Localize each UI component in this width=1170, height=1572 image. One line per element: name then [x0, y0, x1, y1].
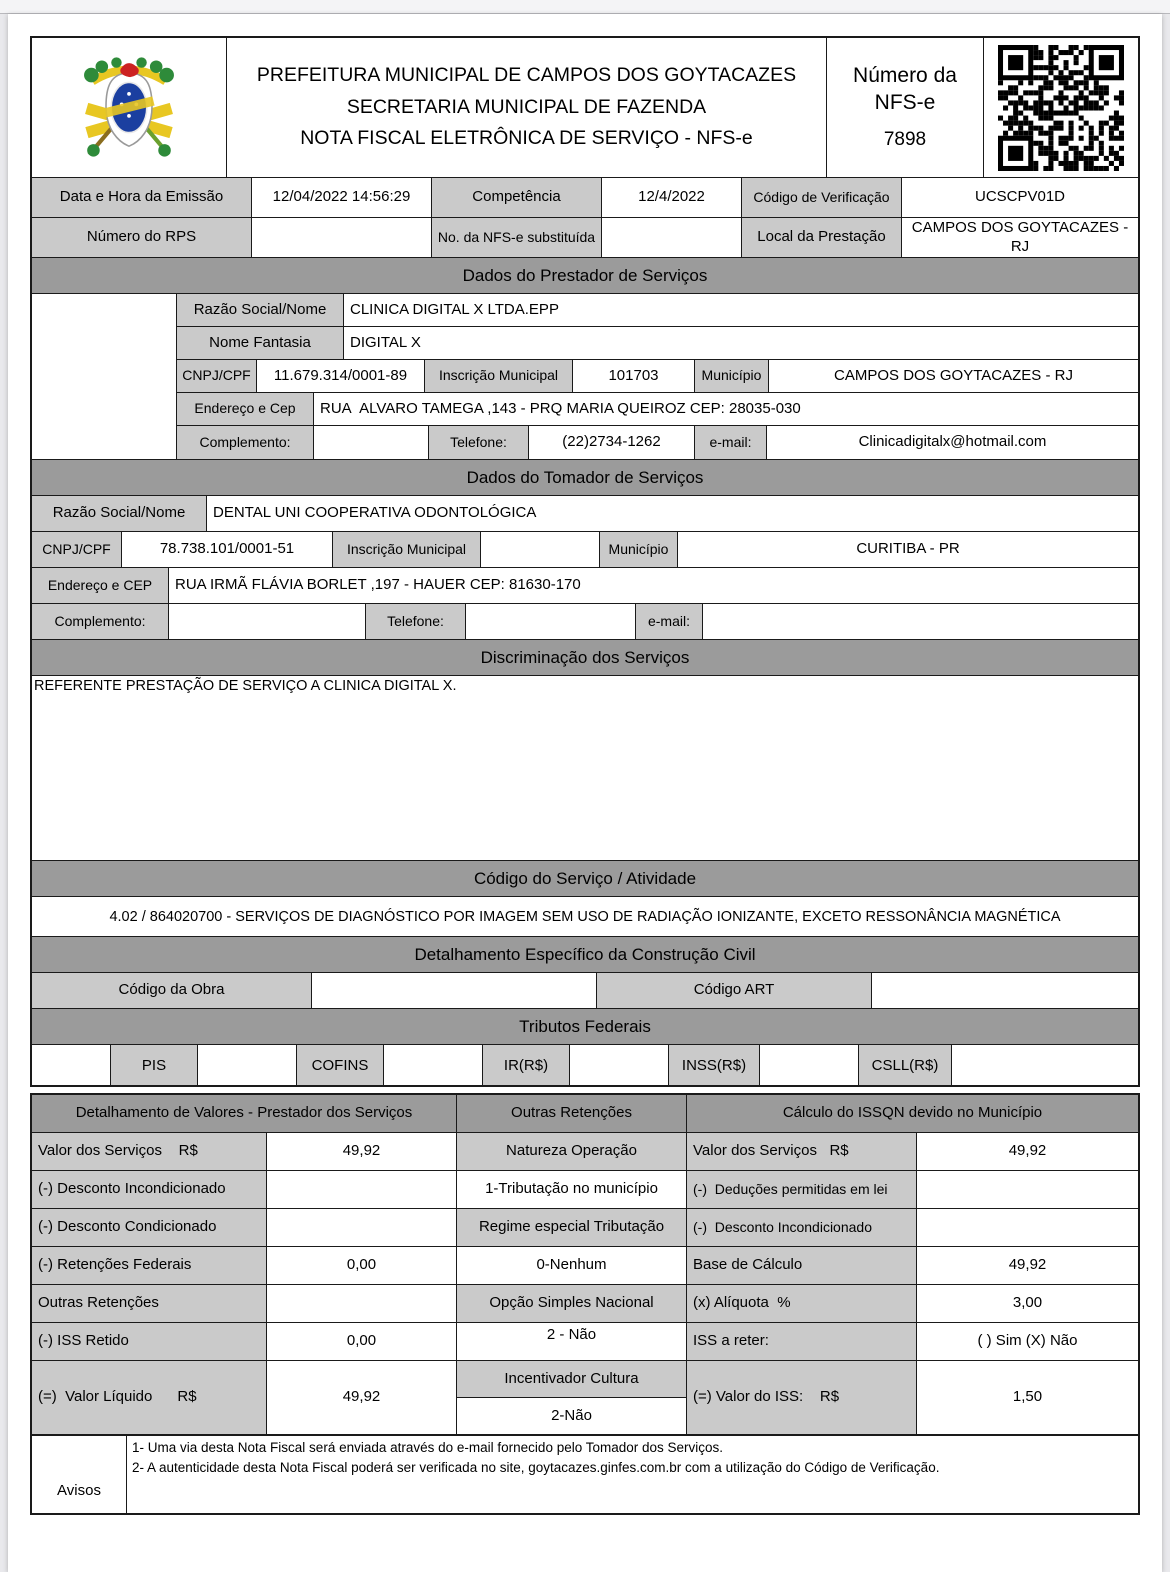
tributos-row: [32, 1045, 1138, 1085]
qr-code: [998, 45, 1124, 171]
prestador-telefone-value: (22)2734-1262: [529, 426, 695, 459]
qr-code-cell: [984, 38, 1138, 177]
prestador-endereco-row: [177, 393, 1138, 426]
incentivador-cultura-cell: [457, 1361, 687, 1434]
iss-a-reter-label: ISS a reter:: [687, 1323, 917, 1360]
base-calculo-value: 49,92: [917, 1247, 1138, 1284]
prestador-email-label: e-mail:: [695, 426, 767, 459]
prestador-fantasia-label: Nome Fantasia: [177, 327, 344, 359]
tomador-endereco-value: RUA IRMÃ FLÁVIA BORLET ,197 - HAUER CEP: 81630-170: [169, 568, 1138, 603]
iss-a-reter-value: ( ) Sim (X) Não: [917, 1323, 1138, 1360]
codigo-obra-value: [312, 973, 597, 1008]
valores-row-1: [32, 1133, 1138, 1171]
tomador-complemento-value: [169, 604, 366, 639]
coat-of-arms-logo: [32, 38, 227, 177]
viewer-top-strip: [0, 0, 1170, 14]
prestador-endereco-label: Endereço e Cep: [177, 393, 314, 425]
tomador-razao-row: [32, 496, 1138, 532]
prestador-block: [32, 294, 1138, 460]
local-prestacao-label: Local da Prestação: [742, 218, 902, 257]
codigo-obra-label: Código da Obra: [32, 973, 312, 1008]
retencoes-federais-value: 0,00: [267, 1247, 457, 1284]
nfse-number-value: 7898: [883, 129, 927, 151]
desconto-incondicionado-label: (-) Desconto Incondicionado: [32, 1171, 267, 1208]
valores-header-row: [32, 1095, 1138, 1133]
iss-retido-label: (-) ISS Retido: [32, 1323, 267, 1360]
avisos-line-1: 1- Uma via desta Nota Fiscal será enviada através do e-mail fornecido pelo Tomador dos Serviços.: [132, 1440, 724, 1455]
incentivador-cultura-label: Incentivador Cultura: [457, 1361, 686, 1398]
pis-label: PIS: [110, 1045, 198, 1085]
tomador-municipio-label: Município: [600, 532, 678, 567]
tomador-razao-value: DENTAL UNI COOPERATIVA ODONTOLÓGICA: [207, 496, 1138, 531]
col-prestador-title: Detalhamento de Valores - Prestador dos Serviços: [32, 1095, 457, 1132]
tomador-municipio-value: CURITIBA - PR: [678, 532, 1138, 567]
base-calculo-label: Base de Cálculo: [687, 1247, 917, 1284]
prestador-inscricao-label: Inscrição Municipal: [425, 360, 573, 392]
competencia-label: Competência: [432, 178, 602, 217]
prestador-endereco-value: RUA ALVARO TAMEGA ,143 - PRQ MARIA QUEIROZ CEP: 28035-030: [314, 393, 1138, 425]
prestador-cnpj-row: [177, 360, 1138, 393]
cofins-label: COFINS: [296, 1045, 384, 1085]
issqn-valor-servicos-value: 49,92: [917, 1133, 1138, 1170]
tomador-telefone-label: Telefone:: [366, 604, 466, 639]
prestador-fantasia-row: [177, 327, 1138, 360]
valores-row-6: [32, 1323, 1138, 1361]
emissao-label: Data e Hora da Emissão: [32, 178, 252, 217]
prestador-razao-row: [177, 294, 1138, 327]
construcao-row: [32, 973, 1138, 1009]
verificacao-value: UCSCPV01D: [902, 178, 1138, 217]
tomador-inscricao-label: Inscrição Municipal: [333, 532, 481, 567]
prestador-email-value: Clinicadigitalx@hotmail.com: [767, 426, 1138, 459]
tomador-cnpj-label: CNPJ/CPF: [32, 532, 122, 567]
prestador-empty-cell: [32, 294, 177, 459]
desconto-condicionado-value: [267, 1209, 457, 1246]
discriminacao-section-header: Discriminação dos Serviços: [32, 640, 1138, 676]
invoice-page: [8, 14, 1162, 1572]
issqn-desconto-incondicionado-label: (-) Desconto Incondicionado: [687, 1209, 917, 1246]
opcao-simples-label: Opção Simples Nacional: [457, 1285, 687, 1322]
tomador-endereco-label: Endereço e CEP: [32, 568, 169, 603]
document-header: [32, 38, 1138, 178]
opcao-simples-value: 2 - Não: [457, 1323, 687, 1360]
prestador-section-header: Dados do Prestador de Serviços: [32, 258, 1138, 294]
retencoes-federais-label: (-) Retenções Federais: [32, 1247, 267, 1284]
incentivador-cultura-value: 2-Não: [457, 1398, 686, 1434]
nfse-document: [30, 36, 1140, 1087]
csll-label: CSLL(R$): [858, 1045, 952, 1085]
local-prestacao-value: CAMPOS DOS GOYTACAZES - RJ: [902, 218, 1138, 257]
col-outras-title: Outras Retenções: [457, 1095, 687, 1132]
prestador-telefone-label: Telefone:: [429, 426, 529, 459]
prestador-fantasia-value: DIGITAL X: [344, 327, 1138, 359]
inss-label: INSS(R$): [668, 1045, 760, 1085]
substituida-label: No. da NFS-e substituída: [432, 218, 602, 257]
tomador-inscricao-value: [481, 532, 600, 567]
prestador-municipio-value: CAMPOS DOS GOYTACAZES - RJ: [769, 360, 1138, 392]
desconto-incondicionado-value: [267, 1171, 457, 1208]
issqn-desconto-incondicionado-value: [917, 1209, 1138, 1246]
tomador-cnpj-row: [32, 532, 1138, 568]
prestador-complemento-value: [314, 426, 429, 459]
valores-row-7: [32, 1361, 1138, 1435]
issuer-title-block: [227, 38, 827, 177]
nfse-number-block: [827, 38, 984, 177]
outras-retencoes-value: [267, 1285, 457, 1322]
valor-liquido-label: (=) Valor Líquido R$: [32, 1361, 267, 1434]
valor-servicos-value: 49,92: [267, 1133, 457, 1170]
issuer-line-secretaria: SECRETARIA MUNICIPAL DE FAZENDA: [346, 95, 707, 118]
prestador-razao-value: CLINICA DIGITAL X LTDA.EPP: [344, 294, 1138, 326]
emissao-value: 12/04/2022 14:56:29: [252, 178, 432, 217]
tomador-email-label: e-mail:: [636, 604, 703, 639]
valor-servicos-label: Valor dos Serviços R$: [32, 1133, 267, 1170]
codigo-art-label: Código ART: [597, 973, 872, 1008]
prestador-complemento-label: Complemento:: [177, 426, 314, 459]
desconto-condicionado-label: (-) Desconto Condicionado: [32, 1209, 267, 1246]
construcao-section-header: Detalhamento Específico da Construção Civil: [32, 937, 1138, 973]
rps-label: Número do RPS: [32, 218, 252, 257]
outras-retencoes-label: Outras Retenções: [32, 1285, 267, 1322]
natureza-operacao-label: Natureza Operação: [457, 1133, 687, 1170]
valores-table: [30, 1093, 1140, 1515]
inss-value: [760, 1045, 858, 1085]
valores-row-2: [32, 1171, 1138, 1209]
prestador-razao-label: Razão Social/Nome: [177, 294, 344, 326]
prestador-cnpj-value: 11.679.314/0001-89: [257, 360, 425, 392]
issqn-valor-servicos-label: Valor dos Serviços R$: [687, 1133, 917, 1170]
competencia-value: 12/4/2022: [602, 178, 742, 217]
tomador-cnpj-value: 78.738.101/0001-51: [122, 532, 333, 567]
issuer-line-nota-fiscal: NOTA FISCAL ELETRÔNICA DE SERVIÇO - NFS-e: [300, 127, 753, 150]
prestador-cnpj-label: CNPJ/CPF: [177, 360, 257, 392]
cofins-value: [384, 1045, 482, 1085]
codigo-servico-section-header: Código do Serviço / Atividade: [32, 861, 1138, 897]
tomador-telefone-value: [466, 604, 636, 639]
csll-value: [952, 1045, 1138, 1085]
substituida-value: [602, 218, 742, 257]
tomador-razao-label: Razão Social/Nome: [32, 496, 207, 531]
avisos-line-2: 2- A autenticidade desta Nota Fiscal poderá ser verificada no site, goytacazes.ginfes.com.br com a utilização do Código de Verificação.: [132, 1460, 940, 1476]
tomador-section-header: Dados do Tomador de Serviços: [32, 460, 1138, 496]
info-row-2: [32, 218, 1138, 258]
ir-label: IR(R$): [482, 1045, 570, 1085]
deducoes-label: (-) Deduções permitidas em lei: [687, 1171, 917, 1208]
nfse-number-label: Número da NFS-e: [853, 63, 957, 115]
verificacao-label: Código de Verificação: [742, 178, 902, 217]
tributos-section-header: Tributos Federais: [32, 1009, 1138, 1045]
regime-especial-value: 0-Nenhum: [457, 1247, 687, 1284]
avisos-block: [32, 1435, 1138, 1513]
discriminacao-text: REFERENTE PRESTAÇÃO DE SERVIÇO A CLINICA DIGITAL X.: [32, 676, 1138, 861]
deducoes-value: [917, 1171, 1138, 1208]
tributos-spacer: [32, 1045, 110, 1085]
rps-value: [252, 218, 432, 257]
valor-iss-value: 1,50: [917, 1361, 1138, 1434]
valor-iss-label: (=) Valor do ISS: R$: [687, 1361, 917, 1434]
tomador-email-value: [703, 604, 1138, 639]
aliquota-value: 3,00: [917, 1285, 1138, 1322]
tomador-complemento-row: [32, 604, 1138, 640]
col-issqn-title: Cálculo do ISSQN devido no Município: [687, 1095, 1138, 1132]
prestador-complemento-row: [177, 426, 1138, 459]
tomador-endereco-row: [32, 568, 1138, 604]
prestador-inscricao-value: 101703: [573, 360, 695, 392]
tomador-complemento-label: Complemento:: [32, 604, 169, 639]
info-row-1: [32, 178, 1138, 218]
avisos-label: Avisos: [32, 1436, 127, 1513]
avisos-body: [127, 1436, 1138, 1513]
valores-row-5: [32, 1285, 1138, 1323]
natureza-operacao-value: 1-Tributação no município: [457, 1171, 687, 1208]
regime-especial-label: Regime especial Tributação: [457, 1209, 687, 1246]
aliquota-label: (x) Alíquota %: [687, 1285, 917, 1322]
iss-retido-value: 0,00: [267, 1323, 457, 1360]
valores-row-4: [32, 1247, 1138, 1285]
codigo-art-value: [872, 973, 1138, 1008]
valor-liquido-value: 49,92: [267, 1361, 457, 1434]
valores-row-3: [32, 1209, 1138, 1247]
ir-value: [570, 1045, 668, 1085]
issuer-line-prefeitura: PREFEITURA MUNICIPAL DE CAMPOS DOS GOYTACAZES: [256, 64, 797, 87]
codigo-servico-value: 4.02 / 864020700 - SERVIÇOS DE DIAGNÓSTICO POR IMAGEM SEM USO DE RADIAÇÃO IONIZANTE, EXCETO RESSONÂNCIA MAGNÉTICA: [32, 897, 1138, 937]
prestador-municipio-label: Município: [695, 360, 769, 392]
pis-value: [198, 1045, 296, 1085]
